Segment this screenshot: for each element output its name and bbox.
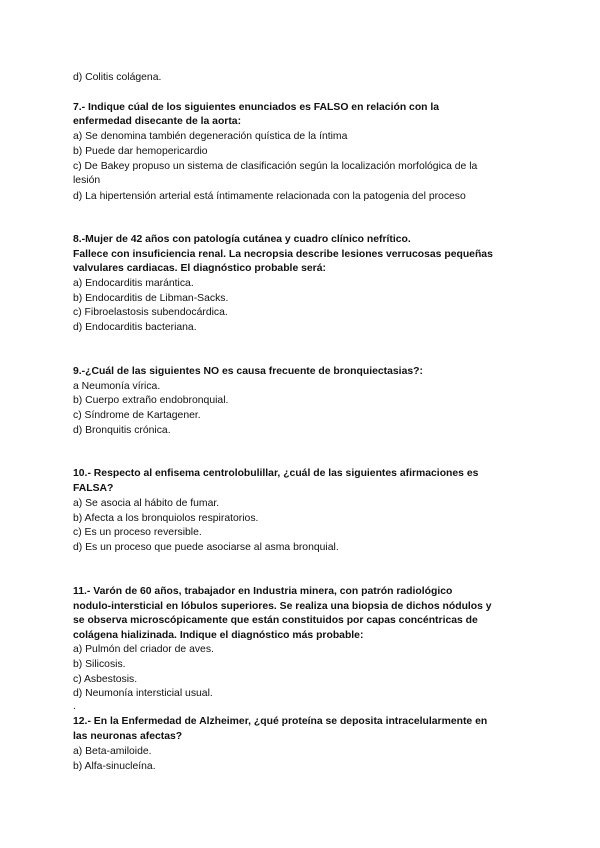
option-text: d) Colitis colágena. xyxy=(73,72,162,83)
question-7-option: a) Se denomina también degeneración quística de la íntima xyxy=(73,131,348,142)
question-10-stem: FALSA? xyxy=(73,483,114,494)
question-11-stem: colágena hializinada. Indique el diagnóstico más probable: xyxy=(73,630,364,641)
question-11-option: c) Asbestosis. xyxy=(73,674,138,685)
question-7-stem: 7.- Indique cúal de los siguientes enunciados es FALSO en relación con la xyxy=(73,102,440,113)
question-10-option: a) Se asocia al hábito de fumar. xyxy=(73,498,220,509)
question-12-stem: las neuronas afectas? xyxy=(73,731,183,742)
question-11-stem: 11.- Varón de 60 años, trabajador en Industria minera, con patrón radiológico xyxy=(73,586,453,597)
question-11-option: d) Neumonía intersticial usual. xyxy=(73,688,213,699)
separator-dot: . xyxy=(73,701,76,712)
question-11-option: a) Pulmón del criador de aves. xyxy=(73,644,214,655)
question-9-option: d) Bronquitis crónica. xyxy=(73,425,171,436)
question-8-stem: valvulares cardiacas. El diagnóstico probable será: xyxy=(73,263,326,274)
question-9-option: a Neumonía vírica. xyxy=(73,381,161,392)
question-8-stem: 8.-Mujer de 42 años con patología cutánea y cuadro clínico nefrítico. xyxy=(73,234,411,245)
question-9-option: c) Síndrome de Kartagener. xyxy=(73,410,201,421)
question-7-option: c) De Bakey propuso un sistema de clasificación según la localización morfológica de la xyxy=(73,161,478,172)
question-7-stem: enfermedad disecante de la aorta: xyxy=(73,116,242,127)
question-11-option: b) Silicosis. xyxy=(73,659,126,670)
question-9-stem: 9.-¿Cuál de las siguientes NO es causa frecuente de bronquiectasias?: xyxy=(73,366,423,377)
question-8-option: c) Fibroelastosis subendocárdica. xyxy=(73,307,228,318)
question-12-stem: 12.- En la Enfermedad de Alzheimer, ¿qué proteína se deposita intracelularmente en xyxy=(73,716,488,727)
question-10-stem: 10.- Respecto al enfisema centrolobulillar, ¿cuál de las siguientes afirmaciones es xyxy=(73,468,479,479)
question-7-option: b) Puede dar hemopericardio xyxy=(73,146,208,157)
question-8-option: b) Endocarditis de Libman-Sacks. xyxy=(73,293,229,304)
question-10-option: b) Afecta a los bronquiolos respiratorios. xyxy=(73,513,259,524)
question-11-stem: nodulo-intersticial en lóbulos superiores. Se realiza una biopsia de dichos nódulos y xyxy=(73,601,492,612)
question-12-option: b) Alfa-sinucleína. xyxy=(73,761,156,772)
question-8-stem: Fallece con insuficiencia renal. La necropsia describe lesiones verrucosas pequeñas xyxy=(73,249,493,260)
question-7-option: d) La hipertensión arterial está íntimamente relacionada con la patogenia del proceso xyxy=(73,191,466,202)
question-7-option: lesión xyxy=(73,175,101,186)
question-8-option: a) Endocarditis marántica. xyxy=(73,278,194,289)
question-10-option: c) Es un proceso reversible. xyxy=(73,527,202,538)
question-11-stem: se observa microscópicamente que están constituidos por capas concéntricas de xyxy=(73,615,478,626)
question-10-option: d) Es un proceso que puede asociarse al asma bronquial. xyxy=(73,542,339,553)
question-8-option: d) Endocarditis bacteriana. xyxy=(73,322,197,333)
question-12-option: a) Beta-amiloide. xyxy=(73,746,152,757)
question-9-option: b) Cuerpo extraño endobronquial. xyxy=(73,395,229,406)
